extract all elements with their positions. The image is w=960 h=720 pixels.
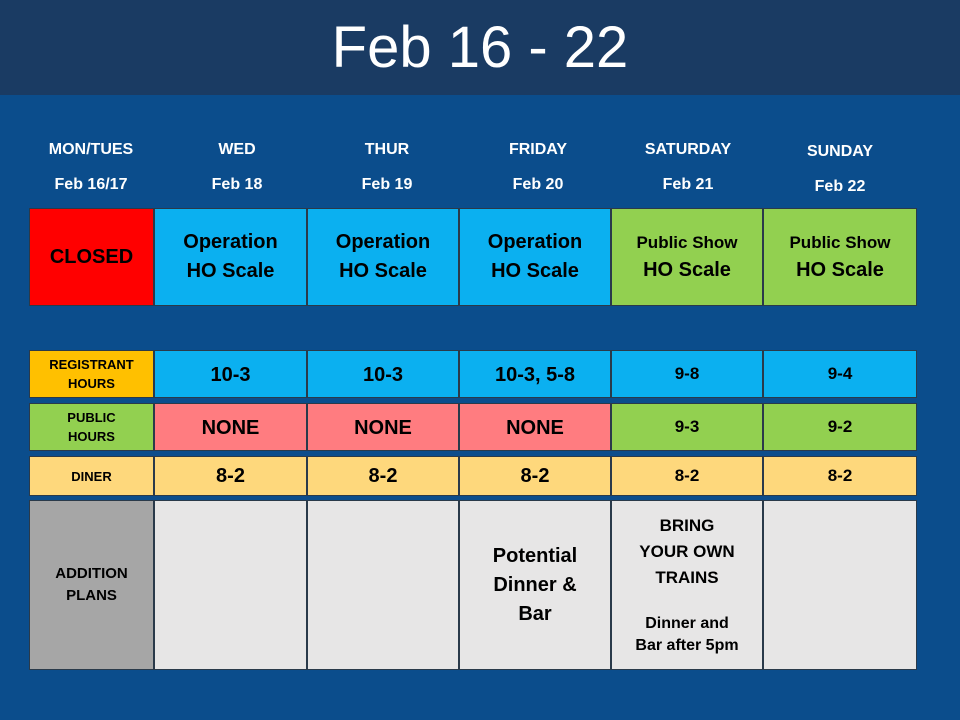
event-line2: HO Scale [186,260,275,282]
public-hours-saturday: 9-3 [611,403,763,451]
event-cell-wed [154,208,307,306]
diner-wed: 8-2 [154,456,307,496]
day-header-friday [468,140,608,195]
event-line2: HO Scale [491,260,579,282]
registrant-hours-wed: 10-3 [154,350,307,398]
event-line1: Public Show [789,233,891,252]
day-header-saturday [618,140,758,195]
day-name: SATURDAY [644,141,732,158]
closed-cell [29,208,154,306]
diner-label: DINER [29,456,154,496]
plan-line: BRING [659,516,715,535]
event-line1: Operation [183,231,278,253]
day-date: Feb 16/17 [54,176,128,193]
day-name: SUNDAY [806,143,874,160]
event-cell-friday [459,208,611,306]
plan-line: Potential [492,544,578,567]
event-cell-thur [307,208,459,306]
day-name: MON/TUES [48,141,134,158]
event-line1: Operation [335,231,431,253]
event-line2: HO Scale [796,259,884,281]
plan-line: TRAINS [655,568,719,587]
plan-line: Dinner and [645,615,729,632]
row-label-line1: REGISTRANT [49,357,134,372]
page-title: Feb 16 - 22 [331,15,629,80]
event-line2: HO Scale [339,260,427,282]
day-date: Feb 19 [361,176,413,193]
row-label-line1: ADDITION [55,565,128,582]
public-hours-wed: NONE [154,403,307,451]
day-date: Feb 22 [814,178,866,195]
day-name: THUR [364,141,410,158]
plan-line: YOUR OWN [639,542,735,561]
registrant-hours-thur: 10-3 [307,350,459,398]
public-hours-thur: NONE [307,403,459,451]
day-date: Feb 18 [211,176,263,193]
event-cell-sunday [763,208,917,306]
day-date: Feb 21 [662,176,714,193]
day-date: Feb 20 [512,176,564,193]
public-hours-label [29,403,154,451]
event-cell-saturday [611,208,763,306]
addition-plans-label [29,500,154,670]
row-label-line2: HOURS [68,376,115,391]
diner-sunday: 8-2 [763,456,917,496]
registrant-hours-friday: 10-3, 5-8 [459,350,611,398]
plan-line: Dinner & [493,573,577,596]
public-hours-sunday: 9-2 [763,403,917,451]
day-header-wed [167,140,307,195]
title-bar [0,0,960,95]
registrant-hours-saturday: 9-8 [611,350,763,398]
addition-plans-saturday [611,500,763,670]
event-line2: HO Scale [643,259,731,281]
registrant-hours-label [29,350,154,398]
diner-thur: 8-2 [307,456,459,496]
event-line1: Operation [487,231,583,253]
diner-friday: 8-2 [459,456,611,496]
row-label-line2: PLANS [66,587,117,604]
registrant-hours-sunday: 9-4 [763,350,917,398]
addition-plans-sunday [763,500,917,670]
day-header-sunday [770,142,910,197]
plan-line: Bar [518,602,552,625]
plan-line: Bar after 5pm [635,637,739,654]
addition-plans-thur [307,500,459,670]
row-label-line1: PUBLIC [67,410,116,425]
row-label-line2: HOURS [68,429,115,444]
addition-plans-wed [154,500,307,670]
public-hours-friday: NONE [459,403,611,451]
day-name: WED [218,141,256,158]
event-line1: Public Show [636,233,738,252]
day-header-thur [317,140,457,195]
addition-plans-friday [459,500,611,670]
event-label: CLOSED [49,245,134,268]
day-name: FRIDAY [508,141,568,158]
diner-saturday: 8-2 [611,456,763,496]
day-header-mon-tues [21,140,161,195]
